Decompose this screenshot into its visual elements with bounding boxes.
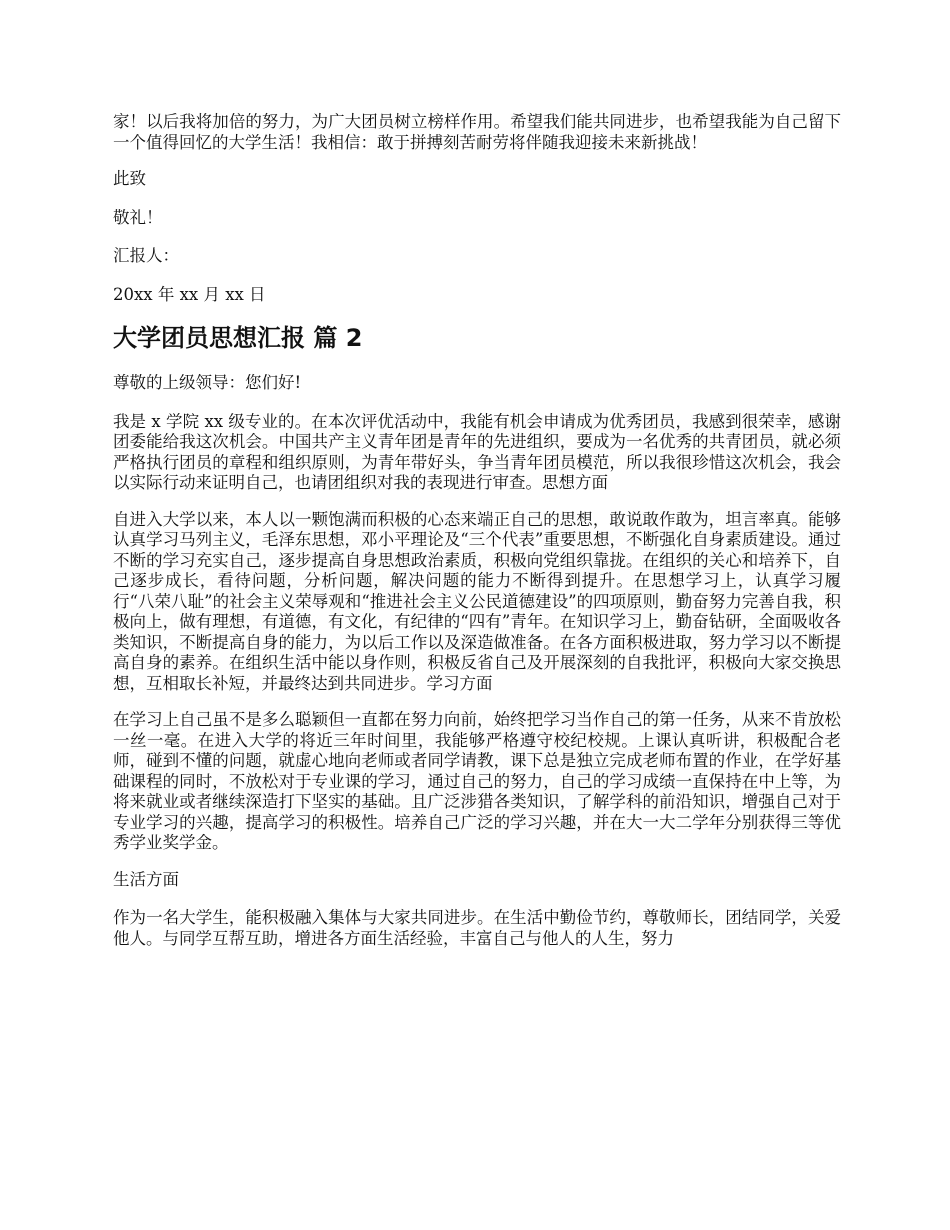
- closing-paragraph: 家！以后我将加倍的努力，为广大团员树立榜样作用。希望我们能共同进步，也希望我能为自己留下一个值得回忆的大学生活！我相信：敢于拼搏刻苦耐劳将伴随我迎接未来新挑战！: [113, 112, 841, 152]
- section-label-life: 生活方面: [113, 869, 179, 889]
- section-heading: 大学团员思想汇报 篇 2: [113, 324, 363, 352]
- salutation-cizhi: 此致: [113, 169, 146, 188]
- paragraph-intro: 我是 x 学院 xx 级专业的。在本次评优活动中，我能有机会申请成为优秀团员，我感到很荣幸，感谢团委能给我这次机会。中国共产主义青年团是青年的先进组织，要成为一名优秀的共青团员，就必须严格执行团员的章程和组织原则，为青年带好头，争当青年团员模范，所以我很珍惜这次机会，我会以实际行动来证明自己，也请团组织对我的表现进行审查。思想方面: [113, 411, 841, 492]
- reporter-label: 汇报人：: [113, 246, 179, 265]
- paragraph-study: 在学习上自己虽不是多么聪颖但一直都在努力向前，始终把学习当作自己的第一任务，从来不肯放松一丝一毫。在进入大学的将近三年时间里，我能够严格遵守校纪校规。上课认真听讲，积极配合老师，碰到不懂的问题，就虚心地向老师或者同学请教，课下总是独立完成老师布置的作业，在学好基础课程的同时，不放松对于专业课的学习，通过自己的努力，自己的学习成绩一直保持在中上等，为将来就业或者继续深造打下坚实的基础。且广泛涉猎各类知识，了解学科的前沿知识，增强自己对于专业学习的兴趣，提高学习的积极性。培养自己广泛的学习兴趣，并在大一大二学年分别获得三等优秀学业奖学金。: [113, 710, 841, 852]
- paragraph-life: 作为一名大学生，能积极融入集体与大家共同进步。在生活中勤俭节约，尊敬师长，团结同学，关爱他人。与同学互帮互助，增进各方面生活经验，丰富自己与他人的人生，努力: [113, 908, 841, 948]
- report-date: 20xx 年 xx 月 xx 日: [113, 284, 266, 304]
- salutation-jingli: 敬礼！: [113, 207, 163, 227]
- paragraph-thought: 自进入大学以来，本人以一颗饱满而积极的心态来端正自己的思想，敢说敢作敢为，坦言率真。能够认真学习马列主义，毛泽东思想，邓小平理论及“三个代表”重要思想，不断强化自身素质建设。通过不断的学习充实自己，逐步提高自身思想政治素质，积极向党组织靠拢。在组织的关心和培养下，自己逐步成长，看待问题，分析问题，解决问题的能力不断得到提升。在思想学习上，认真学习履行“八荣八耻”的社会主义荣辱观和“推进社会主义公民道德建设”的四项原则，勤奋努力完善自我，积极向上，做有理想，有道德，有文化，有纪律的“四有”青年。在知识学习上，勤奋钻研，全面吸收各类知识，不断提高自身的能力，为以后工作以及深造做准备。在各方面积极进取，努力学习以不断提高自身的素养。在组织生活中能以身作则，积极反省自己及开展深刻的自我批评，积极向大家交换思想，互相取长补短，并最终达到共同进步。学习方面: [113, 509, 841, 693]
- document-page: [113, 112, 841, 965]
- greeting: 尊敬的上级领导：您们好!: [113, 373, 302, 392]
